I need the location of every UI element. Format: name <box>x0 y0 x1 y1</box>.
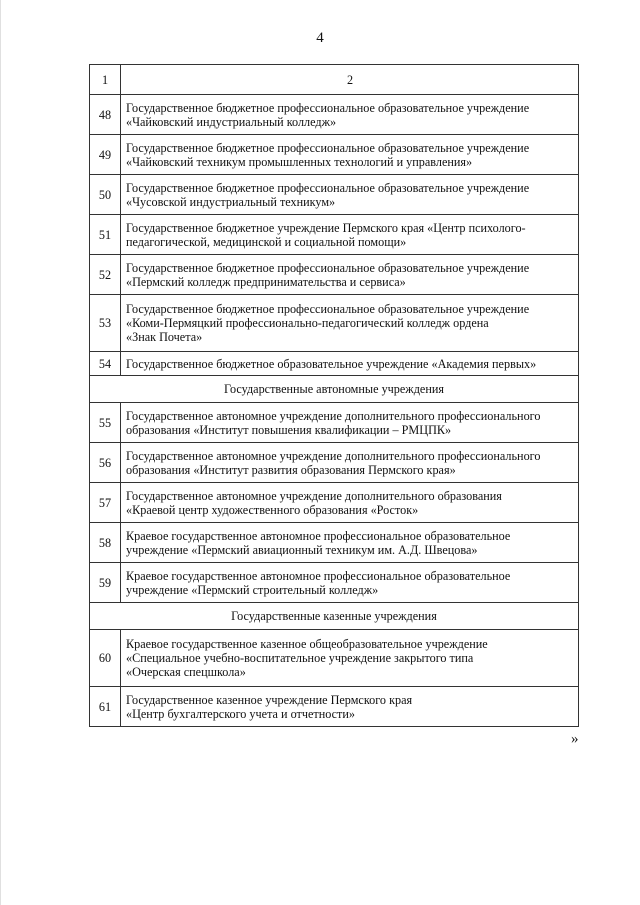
institution-name-line: Краевое государственное автономное профессиональное образовательное <box>126 528 511 543</box>
row-number: 54 <box>90 352 121 376</box>
institution-name-line: «Очерская спецшкола» <box>126 665 246 679</box>
institution-name-line: Государственное бюджетное профессиональное образовательное учреждение <box>126 302 530 316</box>
institution-name <box>121 483 579 523</box>
institution-name-line: «Специальное учебно-воспитательное учреждение закрытого типа <box>126 651 474 665</box>
table-row <box>90 352 579 376</box>
row-number: 53 <box>90 295 121 352</box>
institution-name-line: «Центр бухгалтерского учета и отчетности» <box>126 706 355 721</box>
header-col-2: 2 <box>121 65 579 95</box>
institution-name <box>121 215 579 255</box>
row-number: 51 <box>90 215 121 255</box>
table-row <box>90 95 579 135</box>
row-number: 55 <box>90 403 121 443</box>
institution-name-line: «Чусовской индустриальный техникум» <box>126 194 336 209</box>
institution-name-line: Государственное бюджетное профессиональное образовательное учреждение <box>126 100 530 115</box>
row-number: 50 <box>90 175 121 215</box>
institution-name-line: Государственное бюджетное профессиональное образовательное учреждение <box>126 260 530 275</box>
institution-name-line: Государственное казенное учреждение Пермского края <box>126 692 413 707</box>
institution-name <box>121 563 579 603</box>
institution-name-line: «Коми-Пермяцкий профессионально-педагогический колледж ордена <box>126 316 489 330</box>
table-row <box>90 563 579 603</box>
institution-name <box>121 175 579 215</box>
row-number: 49 <box>90 135 121 175</box>
binding-edge <box>0 0 1 905</box>
institution-name <box>121 403 579 443</box>
institution-name-line: Краевое государственное казенное общеобразовательное учреждение <box>126 637 488 651</box>
institution-name-line: Государственное автономное учреждение дополнительного профессионального <box>126 448 541 463</box>
row-number: 52 <box>90 255 121 295</box>
institution-name-line: Краевое государственное автономное профессиональное образовательное <box>126 568 511 583</box>
institution-name-line: «Чайковский техникум промышленных технологий и управления» <box>126 154 473 169</box>
institution-name <box>121 352 579 376</box>
institution-name-line: образования «Институт развития образования Пермского края» <box>126 462 456 477</box>
institution-name <box>121 295 579 352</box>
institution-name-line: учреждение «Пермский строительный колледж» <box>126 582 379 597</box>
table-row <box>90 523 579 563</box>
institution-name-line: учреждение «Пермский авиационный техникум им. А.Д. Швецова» <box>126 542 478 557</box>
institution-name <box>121 255 579 295</box>
section-title: Государственные казенные учреждения <box>90 603 579 630</box>
row-number: 56 <box>90 443 121 483</box>
institution-name-line: «Краевой центр художественного образования «Росток» <box>126 502 419 517</box>
institution-name-line: педагогической, медицинской и социальной помощи» <box>126 234 407 249</box>
table-row <box>90 403 579 443</box>
row-number: 60 <box>90 630 121 687</box>
institutions-table <box>89 64 579 727</box>
table-row <box>90 135 579 175</box>
table-row <box>90 443 579 483</box>
table-row <box>90 215 579 255</box>
section-header-row <box>90 603 579 630</box>
institution-name-line: «Знак Почета» <box>126 330 203 344</box>
header-col-1: 1 <box>90 65 121 95</box>
institution-name-line: Государственное бюджетное профессиональное образовательное учреждение <box>126 140 530 155</box>
institution-name <box>121 95 579 135</box>
table-row <box>90 175 579 215</box>
table-header-row <box>90 65 579 95</box>
row-number: 58 <box>90 523 121 563</box>
closing-quote: » <box>571 731 579 747</box>
row-number: 57 <box>90 483 121 523</box>
row-number: 61 <box>90 687 121 727</box>
institution-name-line: Государственное бюджетное профессиональное образовательное учреждение <box>126 180 530 195</box>
institution-name-line: Государственное бюджетное образовательное учреждение «Академия первых» <box>126 356 537 371</box>
table-row <box>90 483 579 523</box>
table-row <box>90 687 579 727</box>
institution-name <box>121 687 579 727</box>
table-row <box>90 295 579 352</box>
institution-name-line: образования «Институт повышения квалификации – РМЦПК» <box>126 422 452 437</box>
section-header-row <box>90 376 579 403</box>
institution-name-line: «Чайковский индустриальный колледж» <box>126 114 337 129</box>
institution-name <box>121 443 579 483</box>
institution-name-line: Государственное автономное учреждение дополнительного образования <box>126 488 502 503</box>
row-number: 59 <box>90 563 121 603</box>
institution-name <box>121 523 579 563</box>
table-row <box>90 255 579 295</box>
institution-name <box>121 135 579 175</box>
table-row <box>90 630 579 687</box>
page-number: 4 <box>316 30 324 46</box>
institution-name-line: «Пермский колледж предпринимательства и сервиса» <box>126 274 406 289</box>
row-number: 48 <box>90 95 121 135</box>
institution-name-line: Государственное бюджетное учреждение Пермского края «Центр психолого- <box>126 220 526 235</box>
institution-name <box>121 630 579 687</box>
section-title: Государственные автономные учреждения <box>90 376 579 403</box>
table-body <box>90 65 579 727</box>
institution-name-line: Государственное автономное учреждение дополнительного профессионального <box>126 408 541 423</box>
